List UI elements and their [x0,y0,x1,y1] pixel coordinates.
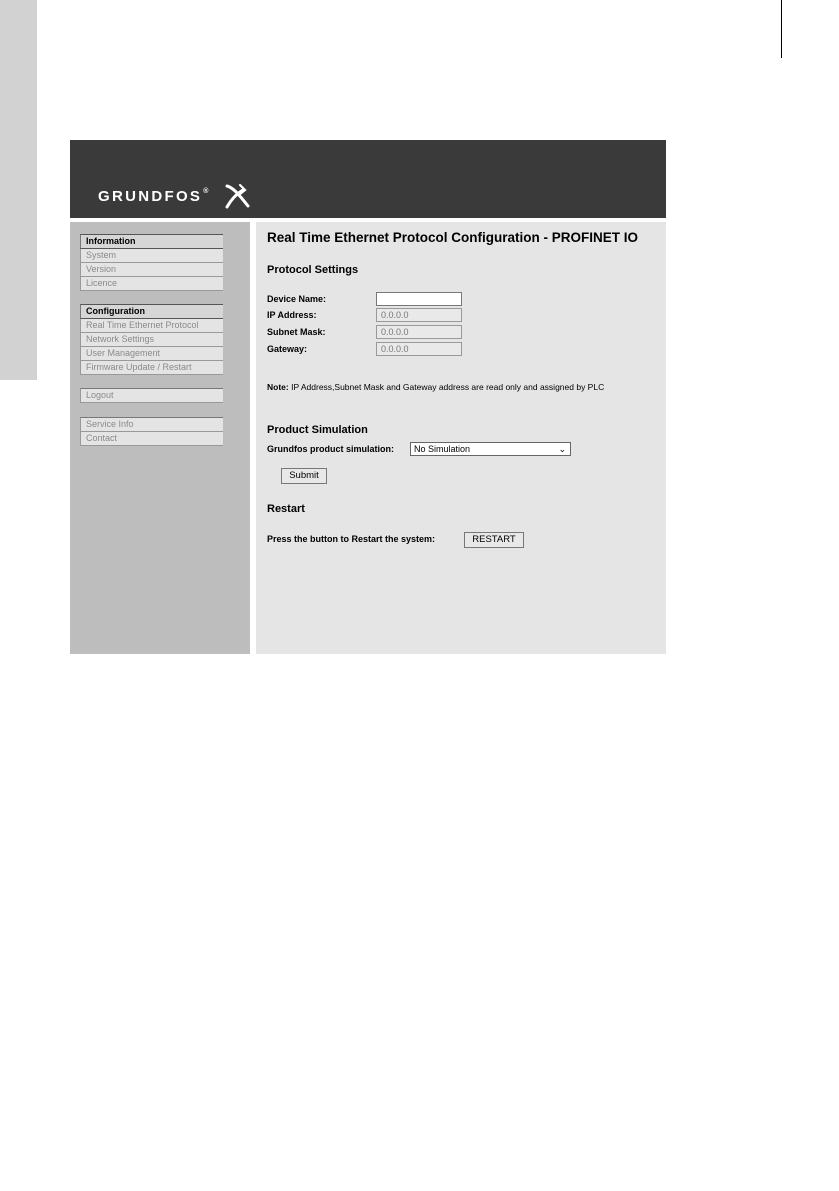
submit-button[interactable]: Submit [281,468,327,484]
product-simulation-select[interactable] [410,442,571,456]
menu-item-licence[interactable]: Licence [80,277,223,291]
gateway-label: Gateway: [267,344,308,354]
menu-item-version[interactable]: Version [80,263,223,277]
subnet-mask-field: 0.0.0.0 [376,325,462,339]
ip-address-label: IP Address: [267,310,317,320]
restart-label: Press the button to Restart the system: [267,534,436,544]
grundfos-x-icon [224,182,252,210]
protocol-settings-heading: Protocol Settings [267,264,359,276]
page-title: Real Time Ethernet Protocol Configuration - PROFINET IO [267,230,639,245]
device-name-label: Device Name: [267,294,327,304]
menu-group-extra [80,417,223,446]
chevron-down-icon: ⌄ [558,444,566,454]
sidebar [70,222,250,654]
menu-item-firmware-update-restart[interactable]: Firmware Update / Restart [80,361,223,375]
menu-group-logout [80,388,223,403]
menu-heading-information: Information [80,234,223,249]
subnet-mask-label: Subnet Mask: [267,327,326,337]
ip-address-field: 0.0.0.0 [376,308,462,322]
brand-logo [98,188,208,205]
readonly-note [267,382,604,392]
product-simulation-heading: Product Simulation [267,424,368,436]
page-side-tab [0,0,37,380]
note-text: IP Address,Subnet Mask and Gateway address are read only and assigned by PLC [288,382,605,392]
menu-group-information [80,234,223,291]
gateway-field: 0.0.0.0 [376,342,462,356]
crop-mark [781,0,782,58]
brand-registered-mark: ® [203,188,209,195]
restart-button[interactable]: RESTART [464,532,524,548]
product-simulation-selected: No Simulation [414,444,471,454]
header-banner [70,140,666,218]
menu-item-logout[interactable]: Logout [80,388,223,403]
brand-logo-text: GRUNDFOS [98,188,203,205]
menu-item-real-time-ethernet-protocol[interactable]: Real Time Ethernet Protocol [80,319,223,333]
menu-heading-configuration: Configuration [80,304,223,319]
menu-item-system[interactable]: System [80,249,223,263]
menu-group-configuration [80,304,223,375]
menu-item-network-settings[interactable]: Network Settings [80,333,223,347]
menu-item-service-info[interactable]: Service Info [80,417,223,432]
menu-item-contact[interactable]: Contact [80,432,223,446]
main-content [256,222,666,654]
menu-item-user-management[interactable]: User Management [80,347,223,361]
note-prefix: Note: [267,382,289,392]
restart-heading: Restart [267,503,305,515]
browser-screenshot [70,140,666,654]
product-simulation-label: Grundfos product simulation: [267,444,394,454]
device-name-input[interactable] [376,292,462,306]
